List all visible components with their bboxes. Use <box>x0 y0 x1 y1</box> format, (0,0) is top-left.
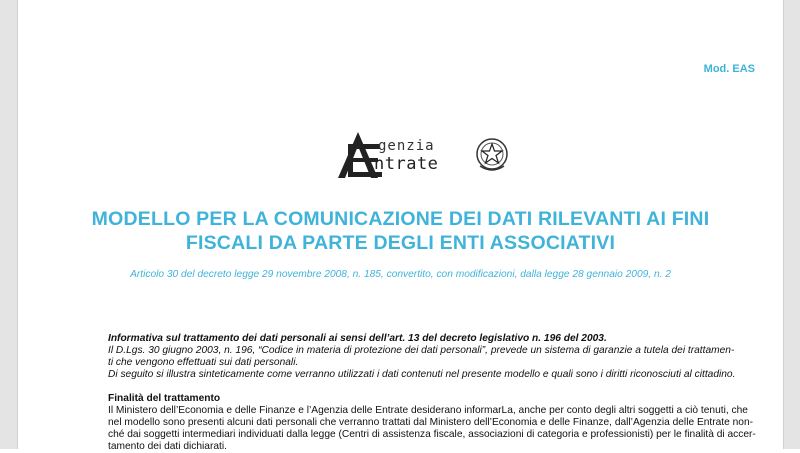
document-title-line1: MODELLO PER LA COMUNICAZIONE DEI DATI RILEVANTI AI FINI <box>91 208 710 230</box>
logo-text-genzia: genzia <box>378 138 435 154</box>
finalita-line: ché dai soggetti intermediari individuati dalla legge (Centri di assistenza fiscale, associazioni di categoria e professionisti) per le finalità di accer- <box>108 429 756 440</box>
document-body <box>108 333 758 453</box>
informativa-line: Il D.Lgs. 30 giugno 2003, n. 196, “Codice in materia di protezione dei dati personali”, prevede un sistema di garanzie a tutela dei trattamen- <box>108 345 735 356</box>
agenzia-entrate-logo <box>334 130 510 182</box>
viewer-left-gutter <box>0 0 18 449</box>
finalita-line: nel modello sono presenti alcuni dati personali che verranno trattati dal Ministero dell’Economia e delle Finanze, dall’Agenzia delle Entrate non- <box>108 417 754 428</box>
informativa-heading: Informativa sul trattamento dei dati personali ai sensi dell’art. 13 del decreto legislativo n. 196 del 2003. <box>108 333 607 344</box>
form-code: Mod. EAS <box>703 63 755 75</box>
finalita-line: tamento dei dati dichiarati. <box>108 441 227 452</box>
informativa-line: Di seguito si illustra sinteticamente come verranno utilizzati i dati contenuti nel presente modello e quali sono i diritti riconosciuti al cittadino. <box>108 369 736 380</box>
document-page <box>18 0 783 452</box>
viewer-right-scrollbar[interactable] <box>783 0 800 449</box>
informativa-line: ti che vengono effettuati sui dati personali. <box>108 357 299 368</box>
italian-republic-emblem-icon <box>474 136 510 174</box>
document-subtitle: Articolo 30 del decreto legge 29 novembre 2008, n. 185, convertito, con modificazioni, dalla legge 28 gennaio 2009, n. 2 <box>130 269 671 280</box>
logo-text-ntrate: ntrate <box>374 154 439 174</box>
finalita-heading: Finalità del trattamento <box>108 393 221 404</box>
finalita-line: Il Ministero dell’Economia e delle Finanze e l’Agenzia delle Entrate desiderano informarLa, anche per conto degli altri soggetti a ciò tenuti, che <box>108 405 748 416</box>
document-title-line2: FISCALI DA PARTE DEGLI ENTI ASSOCIATIVI <box>185 232 616 254</box>
